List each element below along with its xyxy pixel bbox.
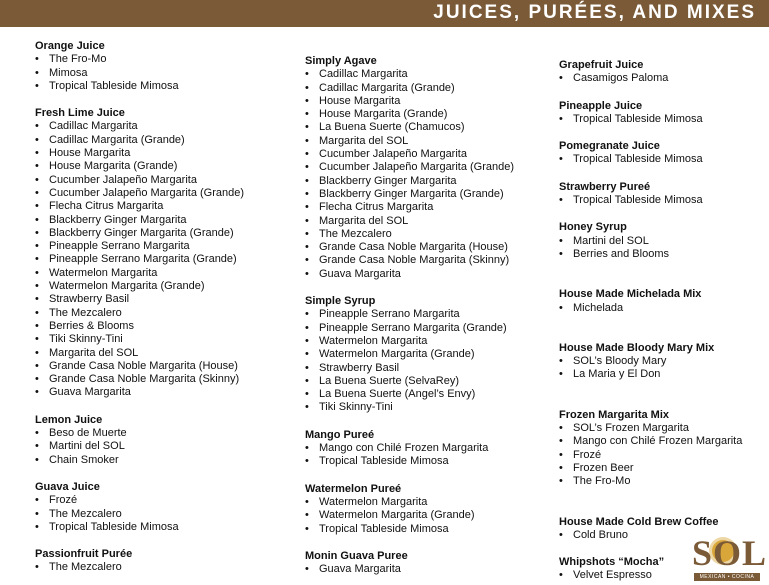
list-item: • Tropical Tableside Mimosa xyxy=(559,113,764,126)
list-item: • Grande Casa Noble Margarita (House) xyxy=(305,241,555,254)
list-item: • Tropical Tableside Mimosa xyxy=(35,80,295,93)
list-item: • Watermelon Margarita (Grande) xyxy=(35,280,295,293)
list-item: • Cadillac Margarita (Grande) xyxy=(35,134,295,147)
section-title: Whipshots “Mocha” xyxy=(559,556,665,569)
list-item: • Beso de Muerte xyxy=(35,427,295,440)
list-item: • Frozé xyxy=(559,449,764,462)
list-item: • Martini del SOL xyxy=(559,235,764,248)
sol-logo xyxy=(690,533,768,582)
header-bar xyxy=(0,0,769,27)
list-item: • Blackberry Ginger Margarita (Grande) xyxy=(305,188,555,201)
section-title: Grapefruit Juice xyxy=(559,59,644,71)
column-2 xyxy=(305,55,555,576)
list-item: • The Mezcalero xyxy=(35,508,295,521)
list-item: • Grande Casa Noble Margarita (Skinny) xyxy=(305,254,555,267)
section-pineapple-juice xyxy=(559,100,764,127)
section-michelada-mix xyxy=(559,288,764,315)
list-item: • Margarita del SOL xyxy=(305,135,555,148)
list-item: • Frozen Beer xyxy=(559,462,764,475)
list-item: • The Fro-Mo xyxy=(35,53,295,66)
list-item: • La Buena Suerte (SelvaRey) xyxy=(305,375,555,388)
list-item: • The Fro-Mo xyxy=(559,475,764,488)
list-item: • Watermelon Margarita xyxy=(35,267,295,280)
list-item: • Mango con Chilé Frozen Margarita xyxy=(559,435,764,448)
section-title: Orange Juice xyxy=(35,40,105,52)
section-bloody-mary-mix xyxy=(559,342,764,382)
section-lemon-juice xyxy=(35,414,295,467)
section-frozen-margarita-mix xyxy=(559,409,764,489)
section-guava-juice xyxy=(35,481,295,534)
list-item: • Blackberry Ginger Margarita (Grande) xyxy=(35,227,295,240)
section-monin-guava-puree xyxy=(305,550,555,577)
list-item: • Flecha Citrus Margarita xyxy=(35,200,295,213)
list-item: • Tropical Tableside Mimosa xyxy=(305,523,555,536)
list-item: • Tropical Tableside Mimosa xyxy=(559,194,764,207)
list-item: • Michelada xyxy=(559,302,764,315)
list-item: • La Buena Suerte (Angel’s Envy) xyxy=(305,388,555,401)
list-item: • Pineapple Serrano Margarita (Grande) xyxy=(35,253,295,266)
section-strawberry-puree xyxy=(559,181,764,208)
section-orange-juice xyxy=(35,40,295,93)
section-passionfruit-puree xyxy=(35,548,295,575)
section-title: Watermelon Pureé xyxy=(305,482,402,495)
logo-text: SOL xyxy=(692,533,768,573)
list-item: • Strawberry Basil xyxy=(35,293,295,306)
section-title: Monin Guava Puree xyxy=(305,549,408,562)
section-title: House Made Cold Brew Coffee xyxy=(559,515,719,528)
section-grapefruit-juice xyxy=(559,59,764,86)
page-title: JUICES, PURÉES, AND MIXES xyxy=(433,2,756,23)
section-title: Lemon Juice xyxy=(35,413,103,426)
list-item: • Pineapple Serrano Margarita xyxy=(305,308,555,321)
section-title: Honey Syrup xyxy=(559,221,627,234)
section-title: Fresh Lime Juice xyxy=(35,107,125,120)
section-fresh-lime-juice xyxy=(35,107,295,400)
list-item: • Grande Casa Noble Margarita (Skinny) xyxy=(35,373,295,386)
list-item: • Cucumber Jalapeño Margarita xyxy=(35,174,295,187)
list-item: • Tropical Tableside Mimosa xyxy=(35,521,295,534)
list-item: • House Margarita xyxy=(35,147,295,160)
list-item: • Mango con Chilé Frozen Margarita xyxy=(305,442,555,455)
list-item: • Flecha Citrus Margarita xyxy=(305,201,555,214)
list-item: • Cadillac Margarita xyxy=(35,120,295,133)
list-item: • Tropical Tableside Mimosa xyxy=(559,153,764,166)
list-item: • Velvet Espresso xyxy=(559,569,764,582)
section-title: Guava Juice xyxy=(35,480,100,493)
list-item: • Watermelon Margarita xyxy=(305,496,555,509)
list-item: • Tiki Skinny-Tini xyxy=(35,333,295,346)
list-item: • Guava Margarita xyxy=(35,386,295,399)
list-item: • Strawberry Basil xyxy=(305,362,555,375)
column-1 xyxy=(35,40,295,575)
list-item: • Watermelon Margarita (Grande) xyxy=(305,509,555,522)
section-honey-syrup xyxy=(559,221,764,261)
list-item: • Mimosa xyxy=(35,67,295,80)
section-pomegranate-juice xyxy=(559,140,764,167)
section-title: House Made Bloody Mary Mix xyxy=(559,341,715,354)
section-simple-syrup xyxy=(305,295,555,415)
list-item: • House Margarita xyxy=(305,95,555,108)
list-item: • Margarita del SOL xyxy=(35,347,295,360)
section-simply-agave xyxy=(305,55,555,281)
section-title: Strawberry Pureé xyxy=(559,180,651,193)
list-item: • Guava Margarita xyxy=(305,268,555,281)
list-item: • Margarita del SOL xyxy=(305,215,555,228)
section-title: House Made Michelada Mix xyxy=(559,288,702,301)
section-title: Pomegranate Juice xyxy=(559,140,660,153)
list-item: • Blackberry Ginger Margarita xyxy=(35,214,295,227)
list-item: • Cucumber Jalapeño Margarita (Grande) xyxy=(305,161,555,174)
list-item: • Cadillac Margarita (Grande) xyxy=(305,82,555,95)
section-title: Mango Pureé xyxy=(305,428,375,441)
list-item: • SOL’s Bloody Mary xyxy=(559,355,764,368)
list-item: • House Margarita (Grande) xyxy=(305,108,555,121)
list-item: • Frozé xyxy=(35,494,295,507)
list-item: • La Buena Suerte (Chamucos) xyxy=(305,121,555,134)
list-item: • Martini del SOL xyxy=(35,440,295,453)
logo-subtext: MEXICAN • COCINA xyxy=(694,573,760,581)
list-item: • Grande Casa Noble Margarita (House) xyxy=(35,360,295,373)
list-item: • Cucumber Jalapeño Margarita (Grande) xyxy=(35,187,295,200)
list-item: • Watermelon Margarita xyxy=(305,335,555,348)
list-item: • Pineapple Serrano Margarita xyxy=(35,240,295,253)
list-item: • Tiki Skinny-Tini xyxy=(305,401,555,414)
list-item: • The Mezcalero xyxy=(35,561,295,574)
list-item: • The Mezcalero xyxy=(35,307,295,320)
section-title: Frozen Margarita Mix xyxy=(559,408,670,421)
list-item: • Pineapple Serrano Margarita (Grande) xyxy=(305,322,555,335)
list-item: • Berries and Blooms xyxy=(559,248,764,261)
list-item: • Casamigos Paloma xyxy=(559,72,764,85)
list-item: • The Mezcalero xyxy=(305,228,555,241)
list-item: • La Maria y El Don xyxy=(559,368,764,381)
section-mango-puree xyxy=(305,429,555,469)
list-item: • Chain Smoker xyxy=(35,454,295,467)
list-item: • Cold Bruno xyxy=(559,529,764,542)
list-item: • House Margarita (Grande) xyxy=(35,160,295,173)
list-item: • Blackberry Ginger Margarita xyxy=(305,175,555,188)
section-title: Simple Syrup xyxy=(305,295,376,308)
section-watermelon-puree xyxy=(305,483,555,536)
section-title: Simply Agave xyxy=(305,55,377,67)
list-item: • SOL’s Frozen Margarita xyxy=(559,422,764,435)
column-3 xyxy=(559,59,764,583)
list-item: • Guava Margarita xyxy=(305,563,555,576)
list-item: • Cucumber Jalapeño Margarita xyxy=(305,148,555,161)
list-item: • Watermelon Margarita (Grande) xyxy=(305,348,555,361)
section-title: Pineapple Juice xyxy=(559,99,643,112)
list-item: • Berries & Blooms xyxy=(35,320,295,333)
list-item: • Cadillac Margarita xyxy=(305,68,555,81)
list-item: • Tropical Tableside Mimosa xyxy=(305,455,555,468)
section-title: Passionfruit Purée xyxy=(35,548,133,561)
